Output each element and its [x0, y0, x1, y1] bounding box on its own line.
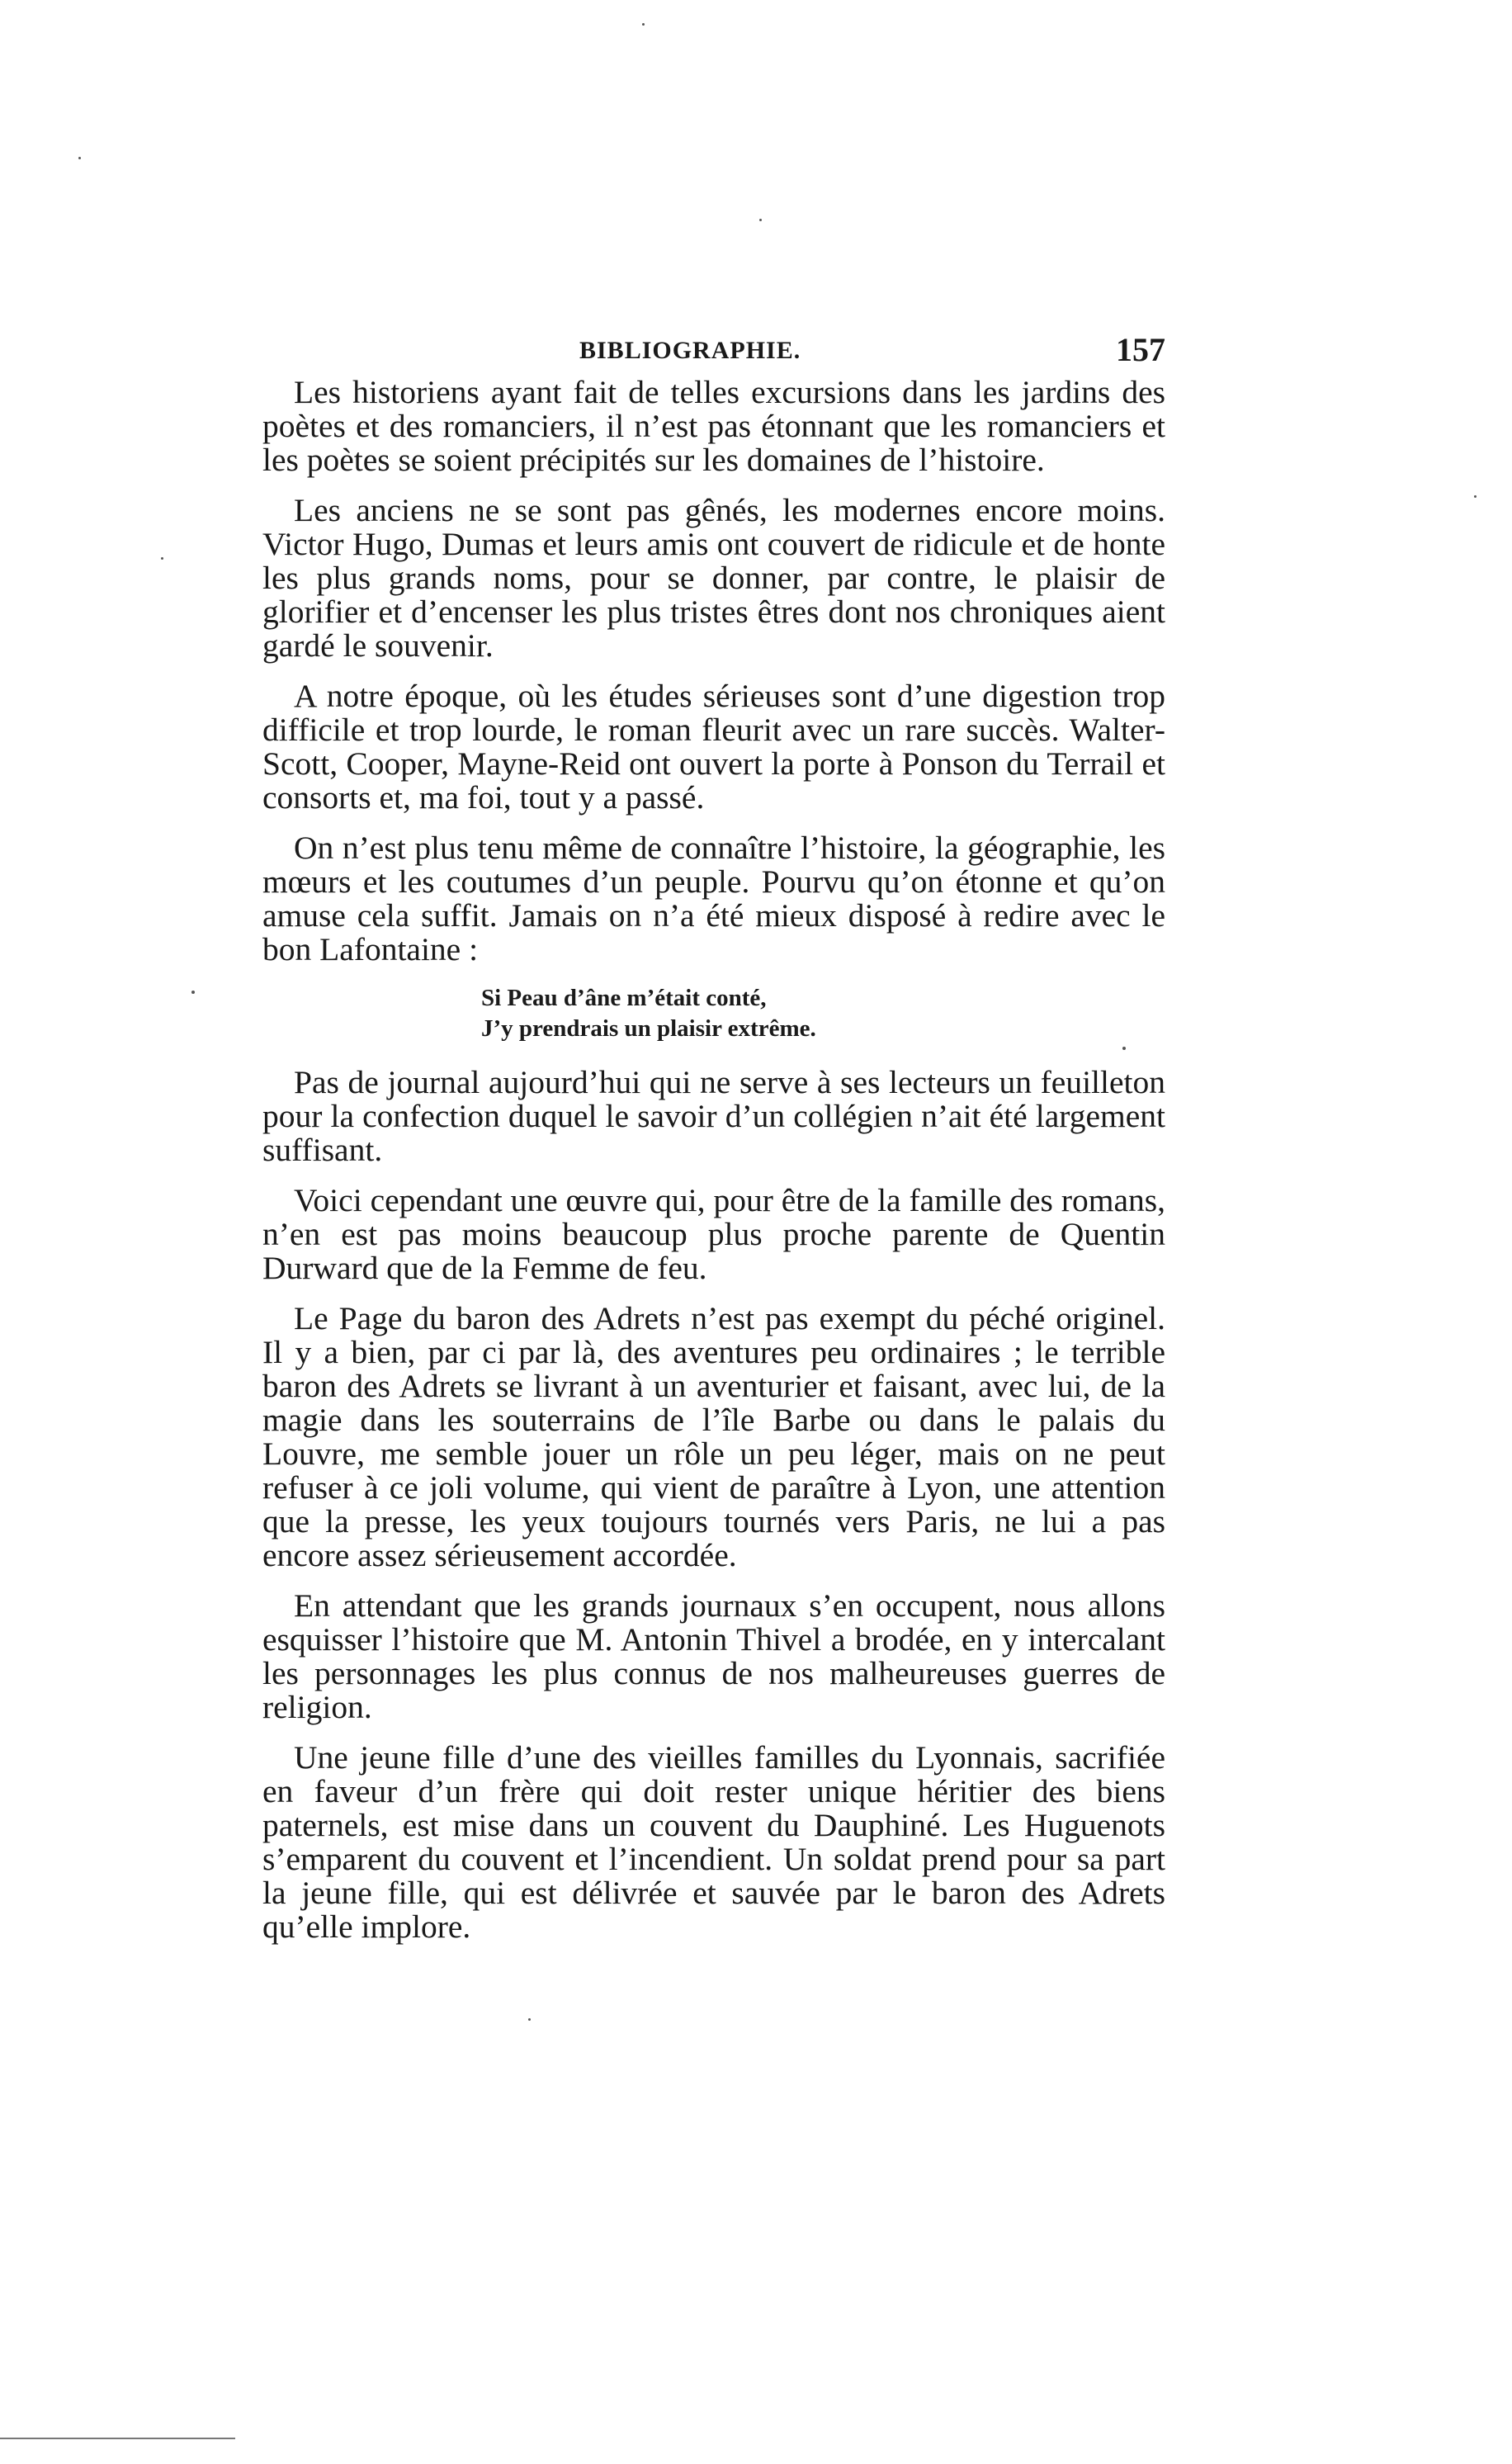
- paragraph: On n’est plus tenu même de connaître l’histoire, la géographie, les mœurs et les coutumes d’un peuple. Pourvu qu’on étonne et qu’on amuse cela suffit. Jamais on n’a été mieux disposé à redire avec le bon Lafontaine :: [262, 830, 1165, 967]
- paragraph: Une jeune fille d’une des vieilles familles du Lyonnais, sacrifiée en faveur d’un frère qui doit rester unique héritier des biens paternels, est mise dans un couvent du Dauphiné. Les Huguenots s’emparent du couvent et l’incendient. Un soldat prend pour sa part la jeune fille, qui est délivrée et sauvée par le baron des Adrets qu’elle implore.: [262, 1739, 1165, 1945]
- paper-speck: [191, 991, 195, 994]
- paragraph: Pas de journal aujourd’hui qui ne serve à ses lecteurs un feuilleton pour la confection duquel le savoir d’un collégien n’ait été largement suffisant.: [262, 1064, 1165, 1168]
- paragraph: Les anciens ne se sont pas gênés, les modernes encore moins. Victor Hugo, Dumas et leurs amis ont couvert de ridicule et de honte les plus grands noms, pour se donner, par contre, le plaisir de glorifier et d’encenser les plus tristes êtres dont nos chroniques aient gardé le souvenir.: [262, 492, 1165, 664]
- page-number: 157: [1116, 331, 1165, 368]
- paper-speck: [759, 219, 762, 221]
- paragraph: Voici cependant une œuvre qui, pour être de la famille des romans, n’en est pas moins beaucoup plus proche parente de Quentin Durward que de la Femme de feu.: [262, 1182, 1165, 1286]
- body-text: [262, 376, 1165, 1960]
- scan-edge-line: [0, 2438, 235, 2439]
- running-title: BIBLIOGRAPHIE.: [579, 337, 801, 364]
- paper-speck: [642, 23, 645, 26]
- page-header: [264, 330, 1165, 370]
- paper-speck: [1474, 495, 1477, 498]
- paragraph: Les historiens ayant fait de telles excursions dans les jardins des poètes et des romanciers, il n’est pas étonnant que les romanciers et les poètes se soient précipités sur les domaines de l’histoire.: [262, 374, 1165, 478]
- verse-line: Si Peau d’âne m’était conté,: [481, 985, 767, 1011]
- paper-speck: [161, 557, 163, 560]
- paragraph: A notre époque, où les études sérieuses sont d’une digestion trop difficile et trop lourde, le roman fleurit avec un rare succès. Walter-Scott, Cooper, Mayne-Reid ont ouvert la porte à Ponson du Terrail et consorts et, ma foi, tout y a passé.: [262, 678, 1165, 816]
- paper-speck: [1122, 1047, 1126, 1050]
- paper-speck: [78, 157, 81, 159]
- verse-line: J’y prendrais un plaisir extrême.: [481, 1015, 816, 1042]
- paragraph: Le Page du baron des Adrets n’est pas exempt du péché originel. Il y a bien, par ci par là, des aventures peu ordinaires ; le terrible baron des Adrets se livrant à un aventurier et faisant, avec lui, de la magie dans les souterrains de l’île Barbe ou dans le palais du Louvre, me semble jouer un rôle un peu léger, mais on ne peut refuser à ce joli volume, qui vient de paraître à Lyon, une attention que la presse, les yeux toujours tournés vers Paris, ne lui a pas encore assez sérieusement accordée.: [262, 1300, 1165, 1573]
- verse-quote: [481, 983, 1165, 1044]
- paper-speck: [528, 2018, 531, 2021]
- paragraph: En attendant que les grands journaux s’en occupent, nous allons esquisser l’histoire que M. Antonin Thivel a brodée, en y intercalant les personnages les plus connus de nos malheureuses guerres de religion.: [262, 1587, 1165, 1725]
